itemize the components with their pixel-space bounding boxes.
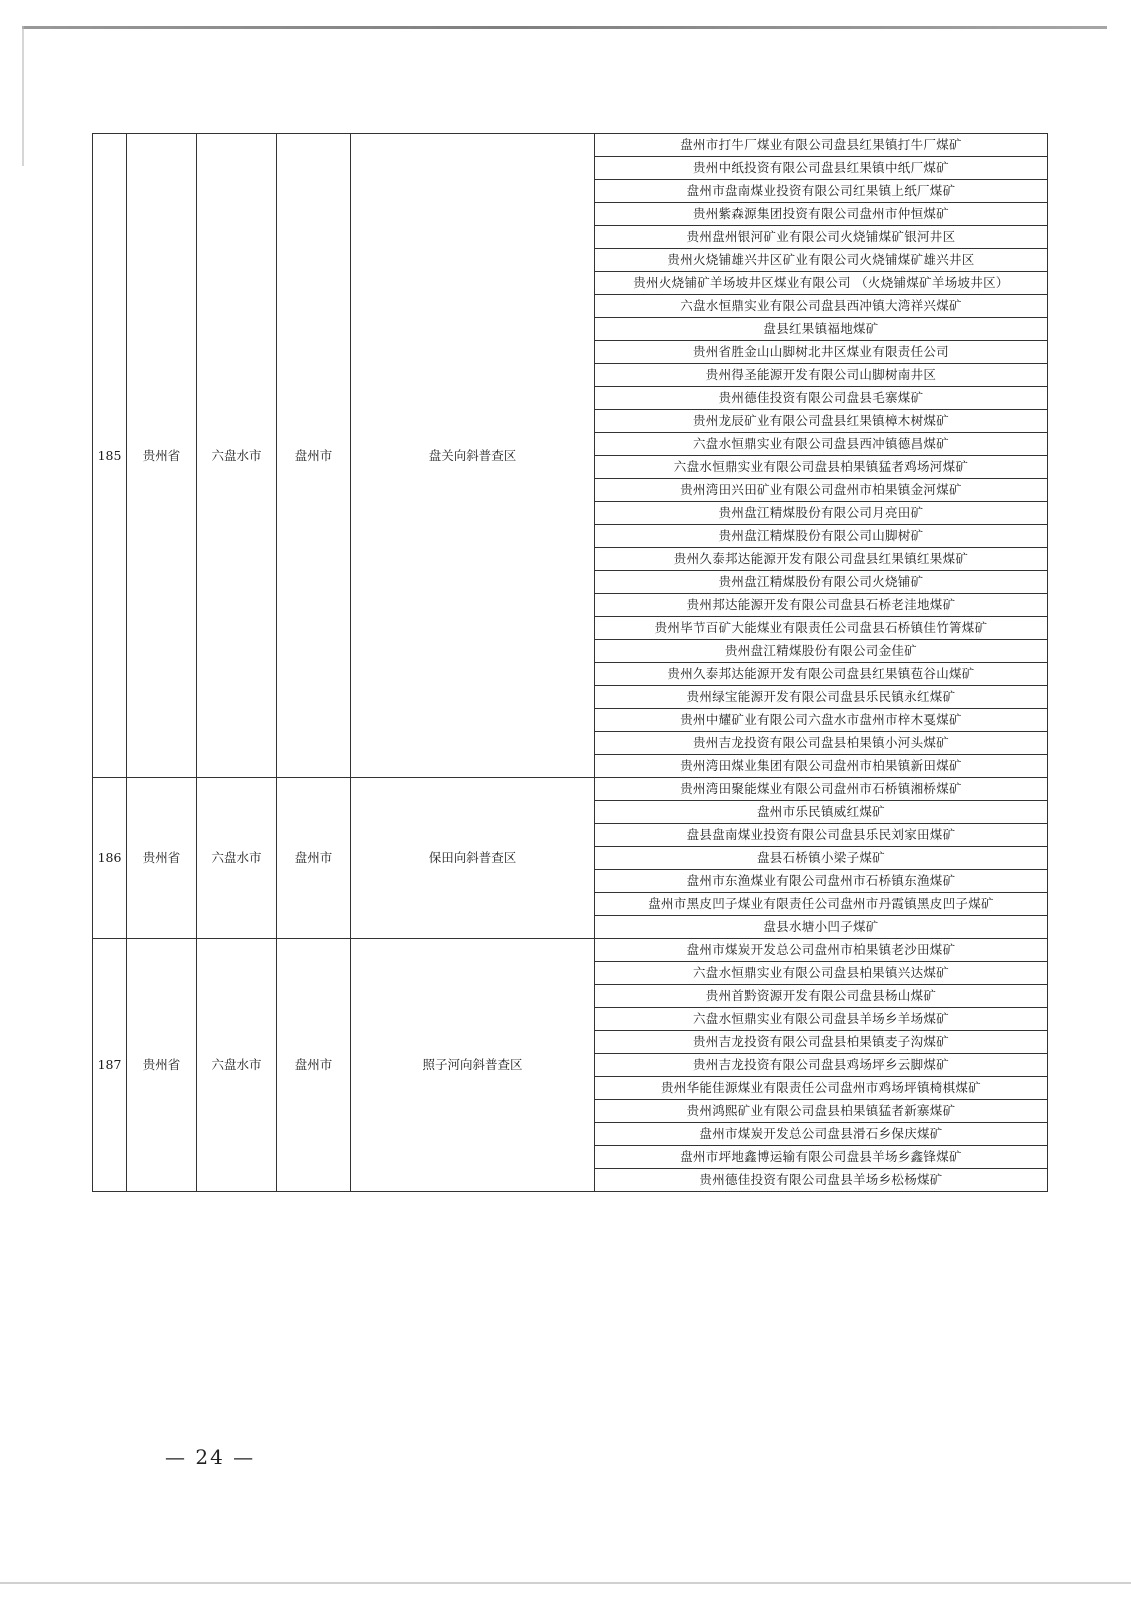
scan-edge-bottom (0, 1582, 1131, 1584)
mine-name-cell: 贵州火烧铺矿羊场坡井区煤业有限公司 （火烧铺煤矿羊场坡井区） (595, 272, 1048, 295)
city-cell: 六盘水市 (197, 778, 277, 939)
county-cell: 盘州市 (277, 134, 351, 778)
mine-name-cell: 盘州市打牛厂煤业有限公司盘县红果镇打牛厂煤矿 (595, 134, 1048, 157)
survey-table-container (92, 133, 1047, 1192)
mine-name-cell: 盘州市盘南煤业投资有限公司红果镇上纸厂煤矿 (595, 180, 1048, 203)
mine-name-cell: 盘县红果镇福地煤矿 (595, 318, 1048, 341)
mine-name-cell: 贵州中耀矿业有限公司六盘水市盘州市梓木戛煤矿 (595, 709, 1048, 732)
mine-name-cell: 贵州盘江精煤股份有限公司月亮田矿 (595, 502, 1048, 525)
mine-name-cell: 六盘水恒鼎实业有限公司盘县羊场乡羊场煤矿 (595, 1008, 1048, 1031)
mine-name-cell: 盘县盘南煤业投资有限公司盘县乐民刘家田煤矿 (595, 824, 1048, 847)
mine-name-cell: 贵州吉龙投资有限公司盘县柏果镇小河头煤矿 (595, 732, 1048, 755)
survey-area-cell: 照子河向斜普查区 (351, 939, 595, 1192)
mine-name-cell: 贵州盘江精煤股份有限公司山脚树矿 (595, 525, 1048, 548)
city-cell: 六盘水市 (197, 134, 277, 778)
table-row (93, 939, 1048, 962)
mine-name-cell: 六盘水恒鼎实业有限公司盘县西冲镇德昌煤矿 (595, 433, 1048, 456)
page-number: — 24 — (165, 1445, 256, 1469)
mine-name-cell: 六盘水恒鼎实业有限公司盘县西冲镇大湾祥兴煤矿 (595, 295, 1048, 318)
group-number-cell: 186 (93, 778, 127, 939)
mine-name-cell: 盘州市坪地鑫博运输有限公司盘县羊场乡鑫锋煤矿 (595, 1146, 1048, 1169)
mine-name-cell: 贵州湾田聚能煤业有限公司盘州市石桥镇湘桥煤矿 (595, 778, 1048, 801)
mine-name-cell: 六盘水恒鼎实业有限公司盘县柏果镇兴达煤矿 (595, 962, 1048, 985)
mine-name-cell: 贵州龙辰矿业有限公司盘县红果镇樟木树煤矿 (595, 410, 1048, 433)
mine-name-cell: 贵州湾田兴田矿业有限公司盘州市柏果镇金河煤矿 (595, 479, 1048, 502)
mine-name-cell: 贵州鸿熙矿业有限公司盘县柏果镇猛者新寨煤矿 (595, 1100, 1048, 1123)
mine-name-cell: 贵州首黔资源开发有限公司盘县杨山煤矿 (595, 985, 1048, 1008)
table-row (93, 134, 1048, 157)
mine-name-cell: 盘州市东渔煤业有限公司盘州市石桥镇东渔煤矿 (595, 870, 1048, 893)
mine-name-cell: 盘州市煤炭开发总公司盘州市柏果镇老沙田煤矿 (595, 939, 1048, 962)
county-cell: 盘州市 (277, 939, 351, 1192)
mine-name-cell: 贵州吉龙投资有限公司盘县鸡场坪乡云脚煤矿 (595, 1054, 1048, 1077)
mine-name-cell: 盘州市黑皮凹子煤业有限责任公司盘州市丹霞镇黑皮凹子煤矿 (595, 893, 1048, 916)
county-cell: 盘州市 (277, 778, 351, 939)
table-body (93, 134, 1048, 1192)
mine-name-cell: 贵州盘州银河矿业有限公司火烧铺煤矿银河井区 (595, 226, 1048, 249)
mine-name-cell: 贵州华能佳源煤业有限责任公司盘州市鸡场坪镇椅棋煤矿 (595, 1077, 1048, 1100)
mine-name-cell: 盘州市乐民镇威红煤矿 (595, 801, 1048, 824)
mine-name-cell: 贵州湾田煤业集团有限公司盘州市柏果镇新田煤矿 (595, 755, 1048, 778)
mine-name-cell: 贵州德佳投资有限公司盘县毛寨煤矿 (595, 387, 1048, 410)
mine-name-cell: 贵州中纸投资有限公司盘县红果镇中纸厂煤矿 (595, 157, 1048, 180)
table-row (93, 778, 1048, 801)
mine-name-cell: 盘县水塘小凹子煤矿 (595, 916, 1048, 939)
mine-name-cell: 贵州德佳投资有限公司盘县羊场乡松杨煤矿 (595, 1169, 1048, 1192)
mine-name-cell: 盘县石桥镇小梁子煤矿 (595, 847, 1048, 870)
survey-area-cell: 保田向斜普查区 (351, 778, 595, 939)
mine-name-cell: 贵州绿宝能源开发有限公司盘县乐民镇永红煤矿 (595, 686, 1048, 709)
mine-name-cell: 贵州邦达能源开发有限公司盘县石桥老洼地煤矿 (595, 594, 1048, 617)
mine-name-cell: 贵州省胜金山山脚树北井区煤业有限责任公司 (595, 341, 1048, 364)
mine-name-cell: 贵州毕节百矿大能煤业有限责任公司盘县石桥镇佳竹箐煤矿 (595, 617, 1048, 640)
scan-edge-left (22, 26, 24, 166)
scan-edge-top (22, 26, 1107, 29)
mine-name-cell: 贵州久泰邦达能源开发有限公司盘县红果镇红果煤矿 (595, 548, 1048, 571)
mine-name-cell: 六盘水恒鼎实业有限公司盘县柏果镇猛者鸡场河煤矿 (595, 456, 1048, 479)
mine-name-cell: 贵州久泰邦达能源开发有限公司盘县红果镇苞谷山煤矿 (595, 663, 1048, 686)
mine-name-cell: 贵州紫森源集团投资有限公司盘州市仲恒煤矿 (595, 203, 1048, 226)
city-cell: 六盘水市 (197, 939, 277, 1192)
mine-name-cell: 贵州吉龙投资有限公司盘县柏果镇麦子沟煤矿 (595, 1031, 1048, 1054)
province-cell: 贵州省 (127, 134, 197, 778)
survey-area-table (92, 133, 1048, 1192)
province-cell: 贵州省 (127, 778, 197, 939)
mine-name-cell: 贵州火烧铺雄兴井区矿业有限公司火烧铺煤矿雄兴井区 (595, 249, 1048, 272)
mine-name-cell: 盘州市煤炭开发总公司盘县滑石乡保庆煤矿 (595, 1123, 1048, 1146)
group-number-cell: 185 (93, 134, 127, 778)
group-number-cell: 187 (93, 939, 127, 1192)
mine-name-cell: 贵州盘江精煤股份有限公司火烧铺矿 (595, 571, 1048, 594)
mine-name-cell: 贵州盘江精煤股份有限公司金佳矿 (595, 640, 1048, 663)
survey-area-cell: 盘关向斜普查区 (351, 134, 595, 778)
province-cell: 贵州省 (127, 939, 197, 1192)
mine-name-cell: 贵州得圣能源开发有限公司山脚树南井区 (595, 364, 1048, 387)
